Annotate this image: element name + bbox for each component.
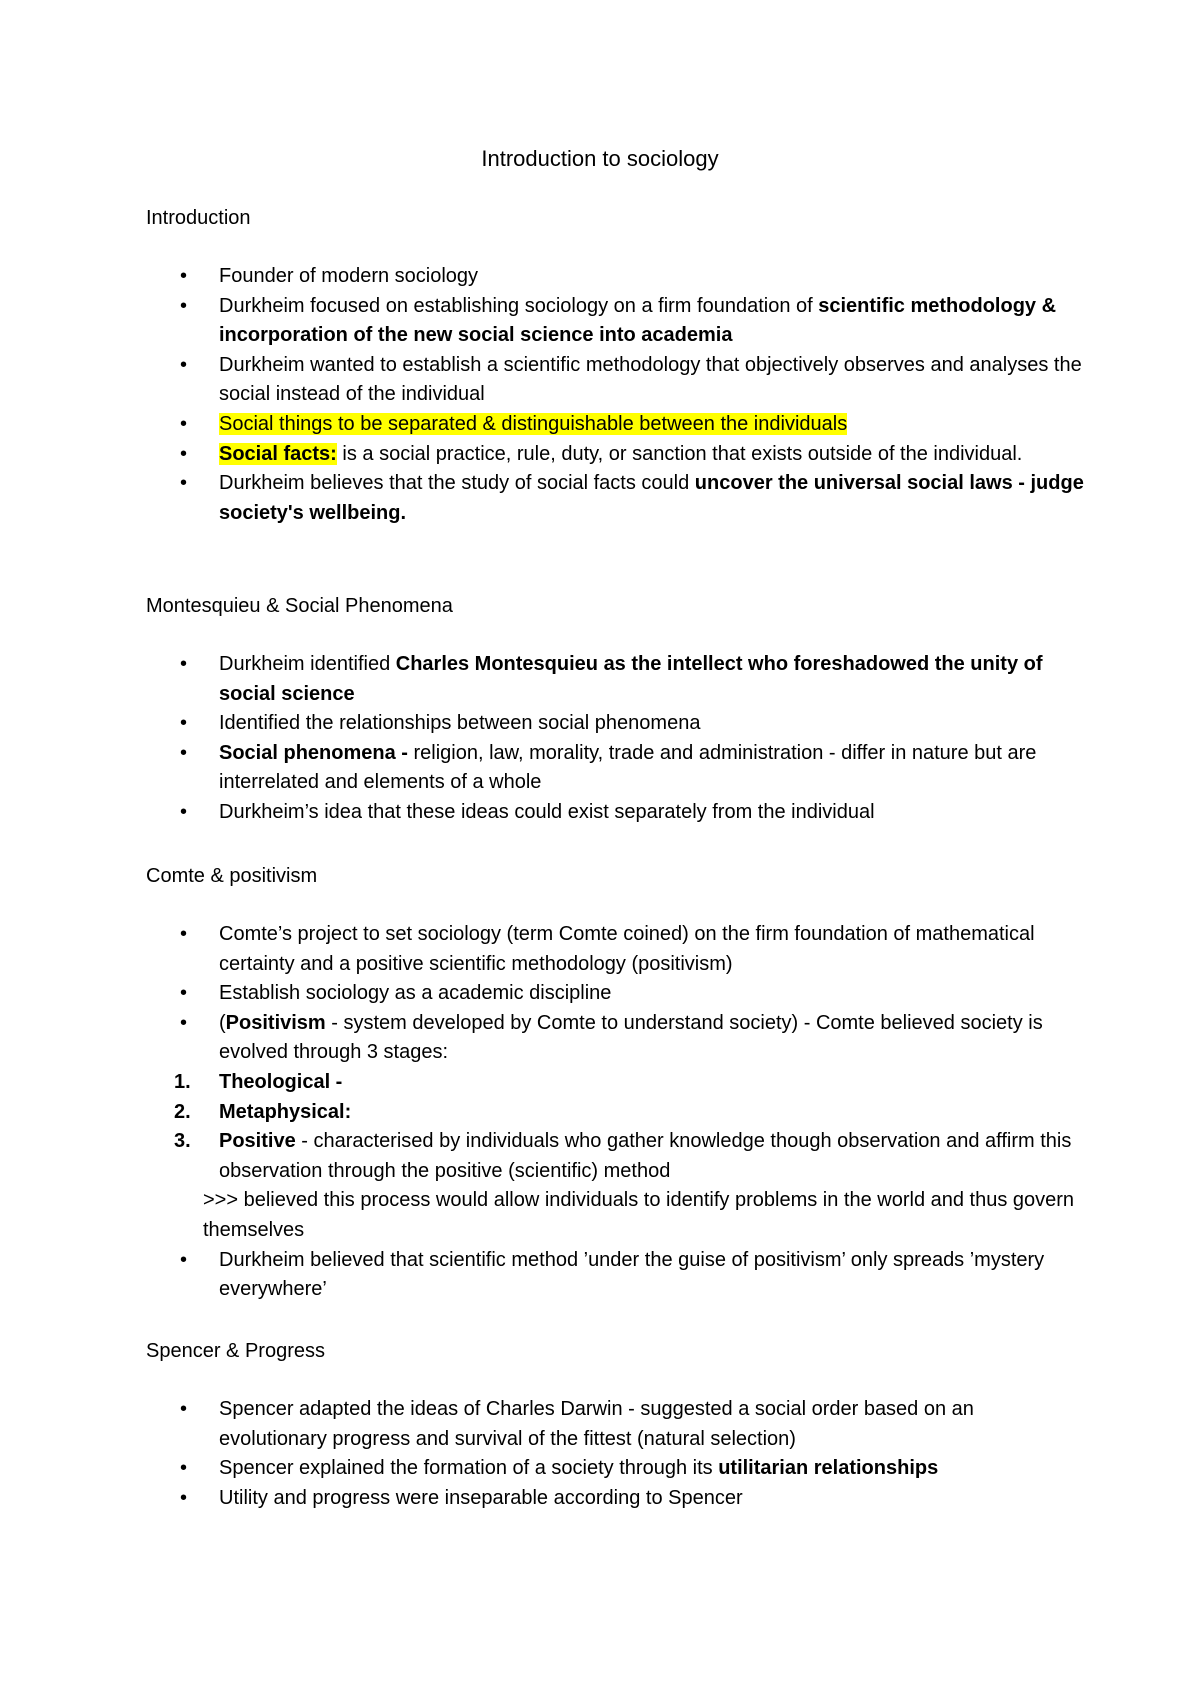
text-run: Metaphysical: [219,1100,352,1123]
bullet-item [146,469,1086,528]
bullet-icon: • [180,294,188,317]
bullet-icon: • [180,1457,188,1480]
bullet-icon: • [180,1398,188,1420]
bullet-item [146,1484,1086,1514]
bullet-item [146,1009,1086,1068]
bullet-item [146,979,1086,1009]
document-title: Introduction to sociology [481,146,719,171]
text-run: Durkheim believed that scientific method ’under the guise of positivism’ only spreads ’mystery everywhere’ [219,1248,1045,1301]
text-run: Utility and progress were inseparable according to Spencer [219,1486,743,1509]
text-run: Durkheim’s idea that these ideas could exist separately from the individual [219,800,875,823]
text-run: Establish sociology as a academic discipline [219,982,612,1005]
section-montesquieu [146,592,1086,828]
text-run: Identified the relationships between social phenomena [219,712,701,735]
text-run: Comte’s project to set sociology (term Comte coined) on the firm foundation of mathematical certainty and a positive scientific methodology (positivism) [219,923,1035,975]
bullet-icon: • [180,1486,188,1509]
text-run: is a social practice, rule, duty, or sanction that exists outside of the individual. [336,442,1023,465]
text-run: Positive [219,1130,296,1153]
text-run: >>> believed this process would allow individuals to identify problems in the world and thus govern themselves [203,1189,1075,1241]
list-number: 1. [174,1070,191,1093]
bullet-list [146,650,1086,828]
bullet-icon: • [180,982,188,1005]
text-run: Founder of modern sociology [219,265,479,287]
bullet-list [146,262,1086,528]
text-run: Positivism [225,1011,326,1034]
bullet-item [146,440,1086,470]
bullet-list [146,1395,1086,1513]
bullet-item [146,410,1086,440]
text-run: Durkheim identified [219,653,396,675]
bullet-icon: • [180,353,188,376]
text-run: uncover the universal social laws - judge society's wellbeing. [219,472,1084,524]
bullet-item [146,650,1086,709]
bullet-icon: • [180,442,188,465]
text-run: Social things to be separated & distinguishable between the individuals [219,412,848,435]
bullet-item [146,292,1086,351]
list-note [146,1186,1086,1245]
bullet-icon: • [180,741,188,764]
section-heading: Comte & positivism [146,865,318,887]
bullet-item [146,920,1086,979]
bullet-item [146,351,1086,410]
bullet-icon: • [180,472,188,495]
numbered-item [146,1068,1086,1098]
bullet-item [146,709,1086,739]
section-heading: Montesquieu & Social Phenomena [146,595,453,617]
section-heading: Spencer & Progress [146,1340,325,1362]
text-run: Charles Montesquieu as the intellect who foreshadowed the unity of social science [219,653,1043,705]
text-run: Theological - [219,1070,343,1093]
bullet-icon: • [180,1248,188,1271]
text-run: ( [219,1011,226,1034]
text-run: utilitarian relationships [718,1457,939,1480]
text-run: Spencer adapted the ideas of Charles Darwin - suggested a social order based on an evolutionary progress and survival of the fittest (natural selection) [219,1398,974,1450]
text-run: scientific methodology & incorporation of the new social science into academia [219,294,1057,347]
section-comte [146,862,1086,1305]
text-run: Social phenomena - [219,741,408,764]
bullet-item [146,739,1086,798]
bullet-item [146,1246,1086,1305]
list-number: 2. [174,1100,191,1123]
text-run: Durkheim focused on establishing sociology on a firm foundation of [219,294,819,317]
bullet-icon: • [180,412,188,435]
bullet-icon: • [180,800,188,823]
bullet-icon: • [180,653,188,675]
list-number: 3. [174,1130,191,1153]
bullet-icon: • [180,923,188,945]
bullet-icon: • [180,1011,188,1034]
text-run: Social facts: [219,442,337,465]
text-run: Spencer explained the formation of a society through its [219,1457,719,1480]
text-run: Durkheim believes that the study of social facts could [219,472,695,495]
section-introduction [146,204,1086,528]
text-run: - system developed by Comte to understand society) - Comte believed society is evolved through 3 stages: [219,1011,1043,1064]
text-run: religion, law, morality, trade and administration - differ in nature but are interrelated and elements of a whole [219,741,1037,794]
bullet-icon: • [180,712,188,735]
numbered-item [146,1127,1086,1186]
bullet-item [146,1454,1086,1484]
section-spencer [146,1337,1086,1513]
numbered-item [146,1098,1086,1128]
bullet-item [146,1395,1086,1454]
bullet-list [146,920,1086,1305]
bullet-item [146,262,1086,292]
text-run: Durkheim wanted to establish a scientific methodology that objectively observes and analyses the social instead of the individual [219,353,1082,406]
section-heading: Introduction [146,207,251,229]
bullet-icon: • [180,265,188,287]
bullet-item [146,798,1086,828]
text-run: - characterised by individuals who gather knowledge though observation and affirm this observation through the positive (scientific) method [219,1130,1072,1182]
